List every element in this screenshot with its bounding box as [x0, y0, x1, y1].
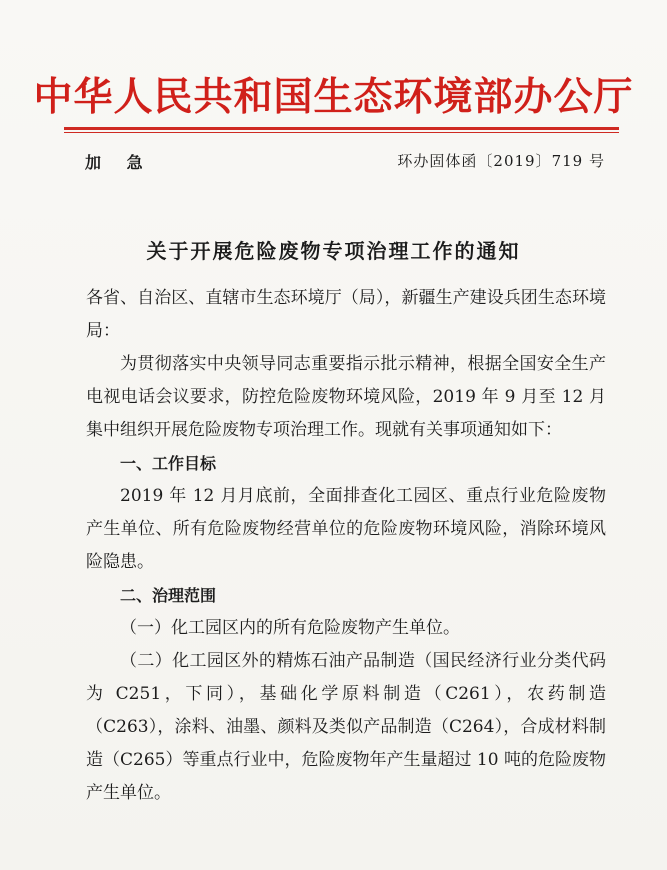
document-number: 环办固体函〔2019〕719 号	[397, 152, 605, 170]
urgency-label: 加 急	[85, 153, 153, 172]
addressee: 各省、自治区、直辖市生态环境厅（局），新疆生产建设兵团生态环境局：	[86, 288, 606, 341]
section-2-item-1: （一）化工园区内的所有危险废物产生单位。	[120, 618, 460, 638]
section-2-heading: 二、治理范围	[120, 586, 217, 605]
intro-paragraph: 为贯彻落实中央领导同志重要指示批示精神，根据全国安全生产电视电话会议要求，防控危险废物环境风险，2019 年 9 月至 12 月集中组织开展危险废物专项治理工作。现就有关事项通知如下：	[86, 354, 606, 440]
org-letterhead: 中华人民共和国生态环境部办公厅	[33, 75, 634, 120]
section-2-item-2: （二）化工园区外的精炼石油产品制造（国民经济行业分类代码为 C251，下同），基础化学原料制造（C261），农药制造（C263），涂料、油墨、颜料及类似产品制造（C264），合成材料制造（C265）等重点行业中，危险废物年产生量超过 10 吨的危险废物产生单位。	[86, 651, 606, 803]
letterhead-red-rule-thin	[64, 132, 619, 133]
letterhead-red-rule	[64, 127, 619, 130]
document-body	[86, 282, 606, 810]
section-1-paragraph: 2019 年 12 月月底前，全面排查化工园区、重点行业危险废物产生单位、所有危险废物经营单位的危险废物环境风险，消除环境风险隐患。	[86, 486, 606, 572]
section-1-heading: 一、工作目标	[120, 454, 217, 473]
document-title: 关于开展危险废物专项治理工作的通知	[146, 239, 521, 263]
